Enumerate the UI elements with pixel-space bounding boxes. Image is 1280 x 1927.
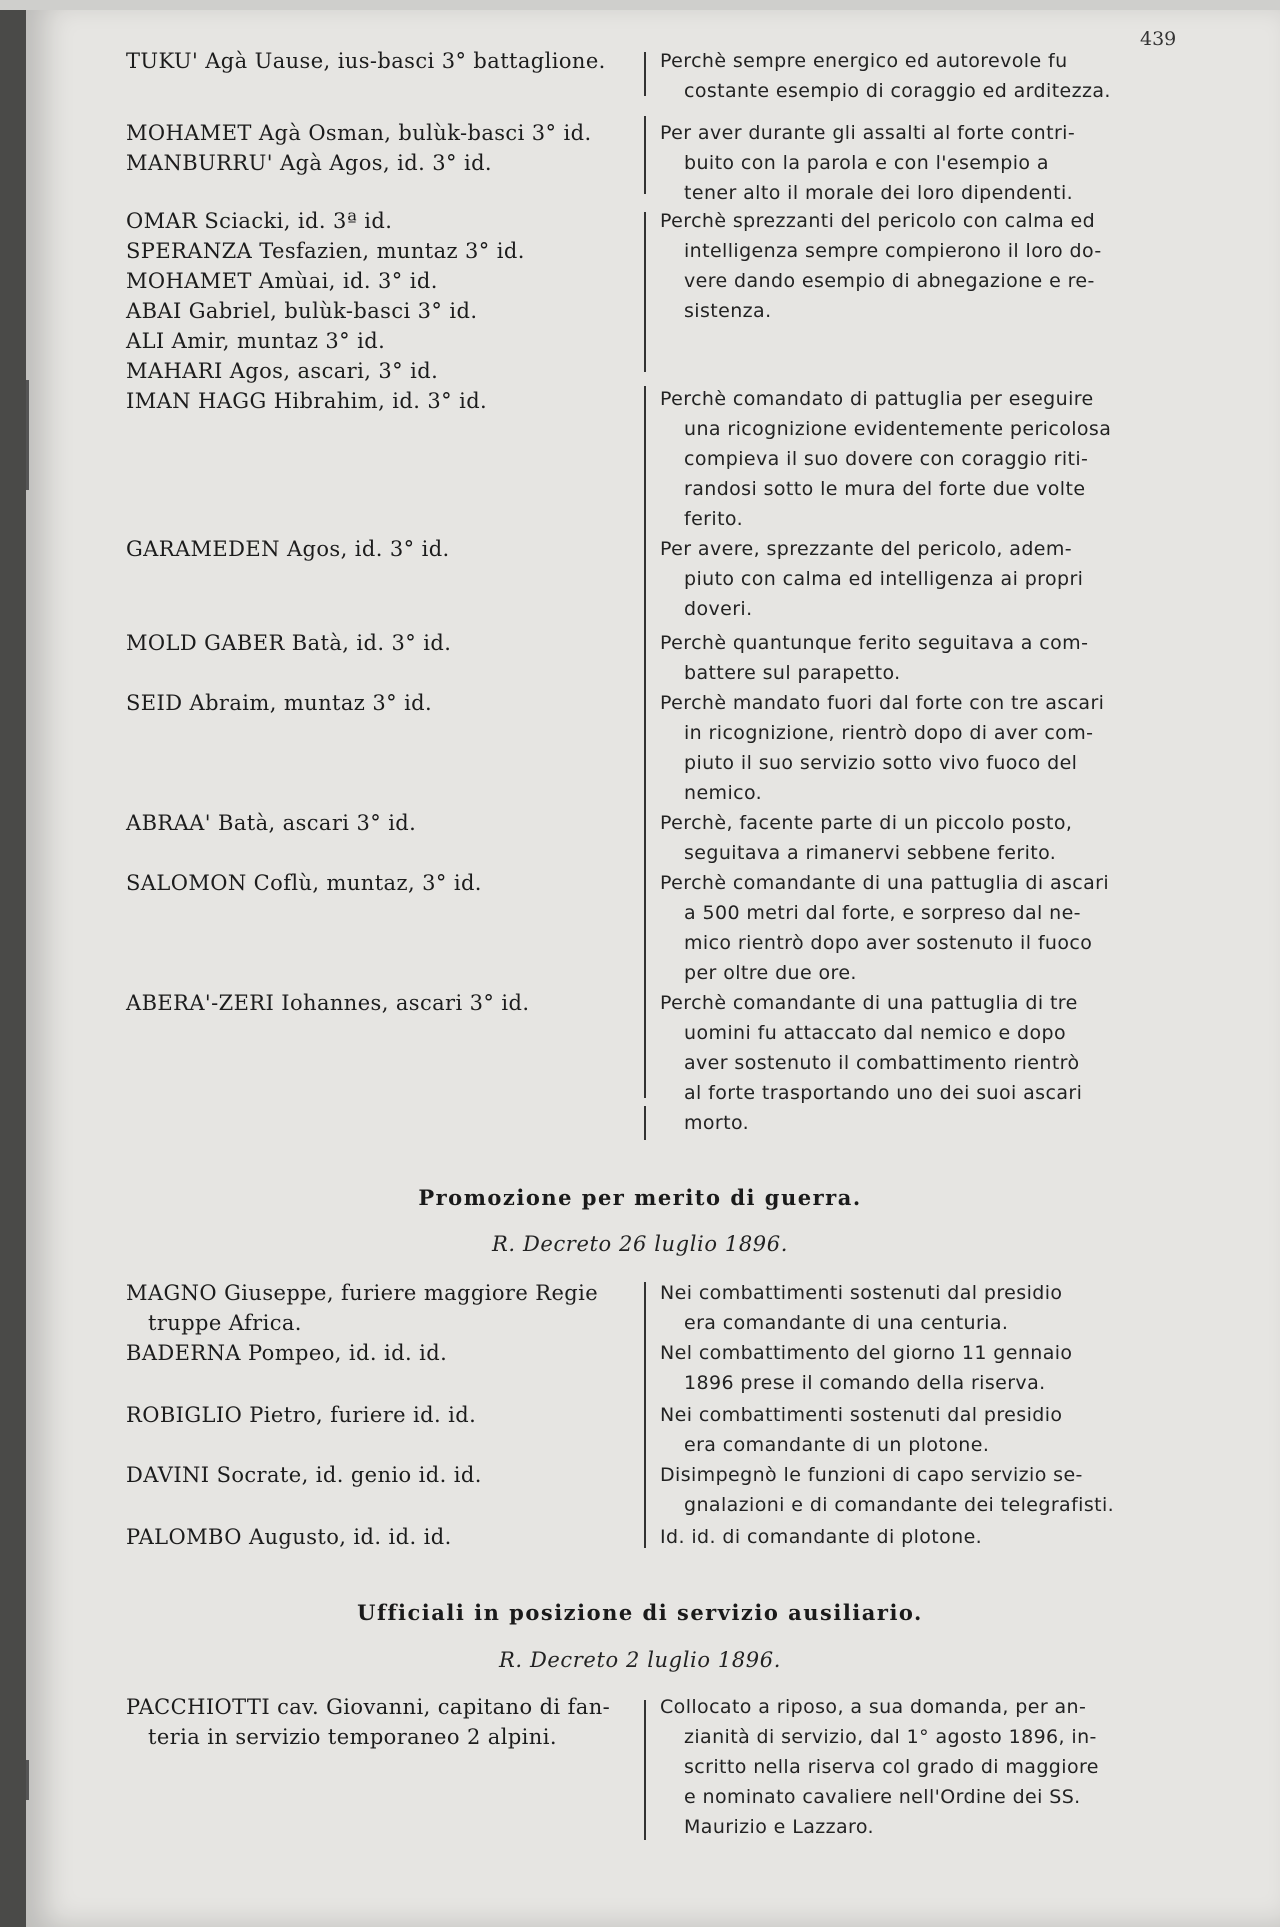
citation-text [660, 118, 1160, 208]
citation-text [660, 868, 1160, 988]
citation-text [660, 628, 1160, 688]
column-rule [644, 1700, 646, 1840]
recipient-names [126, 1460, 646, 1490]
section-title: Promozione per merito di guerra. [418, 1185, 862, 1210]
recipient-names [126, 206, 646, 416]
citation-text [660, 808, 1160, 868]
recipient-names [126, 118, 646, 178]
section-title: Ufficiali in posizione di servizio ausiliario. [357, 1600, 923, 1625]
recipient-names [126, 868, 646, 898]
citation-text [660, 1338, 1160, 1398]
recipient-name: MOHAMET Agà Osman, bulùk-basci 3° id. [126, 121, 592, 145]
section-decree: R. Decreto 2 luglio 1896. [498, 1648, 781, 1672]
column-rule [644, 1282, 646, 1548]
column-rule [644, 52, 646, 96]
citation-line: seguitava a rimanervi sebbene ferito. [684, 842, 1057, 864]
citation-line: randosi sotto le mura del forte due volte [684, 478, 1086, 500]
column-rule [644, 1106, 646, 1140]
citation-line: doveri. [684, 598, 753, 620]
citation-line: uomini fu attaccato dal nemico e dopo [684, 1022, 1066, 1044]
column-rule [644, 386, 646, 1098]
recipient-name: ABRAA' Batà, ascari 3° id. [126, 811, 417, 835]
citation-line: Nei combattimenti sostenuti dal presidio [660, 1404, 1063, 1426]
citation-line: ferito. [684, 508, 744, 530]
recipient-name: BADERNA Pompeo, id. id. id. [126, 1341, 448, 1365]
citation-line: nemico. [684, 782, 763, 804]
section-decree: R. Decreto 26 luglio 1896. [492, 1232, 788, 1256]
citation-line: per oltre due ore. [684, 962, 857, 984]
column-rule [644, 212, 646, 372]
citation-line: 1896 prese il comando della riserva. [684, 1372, 1046, 1394]
citation-line: Perchè sprezzanti del pericolo con calma ed [660, 210, 1096, 232]
citation-line: mico rientrò dopo aver sostenuto il fuoco [684, 932, 1093, 954]
recipient-name: PACCHIOTTI cav. Giovanni, capitano di fan- [126, 1695, 611, 1719]
citation-text [660, 988, 1160, 1138]
citation-line: vere dando esempio di abnegazione e re- [684, 270, 1095, 292]
citation-line: Perchè quantunque ferito seguitava a com- [660, 632, 1089, 654]
citation-line: Nei combattimenti sostenuti dal presidio [660, 1282, 1063, 1304]
recipient-names [126, 534, 646, 564]
recipient-name: ABERA'-ZERI Iohannes, ascari 3° id. [126, 991, 530, 1015]
citation-line: gnalazioni e di comandante dei telegrafisti. [684, 1494, 1115, 1516]
recipient-name: PALOMBO Augusto, id. id. id. [126, 1525, 452, 1549]
recipient-name: MOLD GABER Batà, id. 3° id. [126, 631, 452, 655]
citation-line: Collocato a riposo, a sua domanda, per an- [660, 1696, 1087, 1718]
citation-line: al forte trasportando uno dei suoi ascari [684, 1082, 1083, 1104]
citation-line: e nominato cavaliere nell'Ordine dei SS. [684, 1786, 1081, 1808]
citation-line: Maurizio e Lazzaro. [684, 1816, 874, 1838]
recipient-name: SALOMON Coflù, muntaz, 3° id. [126, 871, 482, 895]
recipient-names [126, 1278, 646, 1338]
citation-line: Per avere, sprezzante del pericolo, adem- [660, 538, 1073, 560]
citation-line: in ricognizione, rientrò dopo di aver com- [684, 722, 1094, 744]
citation-line: piuto il suo servizio sotto vivo fuoco del [684, 752, 1078, 774]
recipient-name: MANBURRU' Agà Agos, id. 3° id. [126, 151, 493, 175]
citation-text [660, 1692, 1160, 1842]
citation-line: Perchè mandato fuori dal forte con tre ascari [660, 692, 1105, 714]
citation-line: zianità di servizio, dal 1° agosto 1896, in- [684, 1726, 1097, 1748]
recipient-name: ALI Amir, muntaz 3° id. [126, 329, 386, 353]
recipient-names [126, 46, 646, 76]
column-rule [644, 116, 646, 194]
citation-text [660, 46, 1160, 106]
recipient-name: TUKU' Agà Uause, ius-basci 3° battaglione. [126, 49, 606, 73]
citation-line: era comandante di una centuria. [684, 1312, 1009, 1334]
recipient-names [126, 1692, 646, 1752]
page-number: 439 [1140, 28, 1177, 50]
recipient-name: GARAMEDEN Agos, id. 3° id. [126, 537, 450, 561]
citation-line: morto. [684, 1112, 750, 1134]
citation-line: Id. id. di comandante di plotone. [660, 1526, 983, 1548]
recipient-name: teria in servizio temporaneo 2 alpini. [148, 1725, 557, 1749]
citation-text [660, 688, 1160, 808]
citation-text [660, 206, 1160, 326]
citation-line: sistenza. [684, 300, 772, 322]
recipient-names [126, 1400, 646, 1430]
recipient-names [126, 988, 646, 1018]
recipient-name: truppe Africa. [148, 1311, 302, 1335]
recipient-name: OMAR Sciacki, id. 3ª id. [126, 209, 393, 233]
citation-line: era comandante di un plotone. [684, 1434, 990, 1456]
recipient-names [126, 628, 646, 658]
citation-line: aver sostenuto il combattimento rientrò [684, 1052, 1080, 1074]
citation-line: Perchè sempre energico ed autorevole fu [660, 50, 1068, 72]
recipient-names [126, 1522, 646, 1552]
citation-line: Perchè comandato di pattuglia per eseguire [660, 388, 1094, 410]
citation-line: battere sul parapetto. [684, 662, 901, 684]
citation-line: buito con la parola e con l'esempio a [684, 152, 1049, 174]
recipient-name: SPERANZA Tesfazien, muntaz 3° id. [126, 239, 525, 263]
citation-text [660, 1400, 1160, 1460]
recipient-name: MOHAMET Amùai, id. 3° id. [126, 269, 438, 293]
citation-line: scritto nella riserva col grado di maggiore [684, 1756, 1099, 1778]
citation-line: Perchè comandante di una pattuglia di ascari [660, 872, 1110, 894]
citation-line: intelligenza sempre compierono il loro do- [684, 240, 1102, 262]
recipient-name: MAGNO Giuseppe, furiere maggiore Regie [126, 1281, 599, 1305]
citation-line: Perchè, facente parte di un piccolo posto, [660, 812, 1073, 834]
recipient-name: ROBIGLIO Pietro, furiere id. id. [126, 1403, 477, 1427]
recipient-names [126, 1338, 646, 1368]
recipient-name: SEID Abraim, muntaz 3° id. [126, 691, 433, 715]
citation-text [660, 534, 1160, 624]
citation-text [660, 384, 1160, 534]
recipient-name: ABAI Gabriel, bulùk-basci 3° id. [126, 299, 478, 323]
citation-line: una ricognizione evidentemente pericolosa [684, 418, 1112, 440]
recipient-name: DAVINI Socrate, id. genio id. id. [126, 1463, 482, 1487]
citation-line: compieva il suo dovere con coraggio riti- [684, 448, 1089, 470]
citation-line: Nel combattimento del giorno 11 gennaio [660, 1342, 1073, 1364]
citation-line: Perchè comandante di una pattuglia di tre [660, 992, 1078, 1014]
citation-text [660, 1278, 1160, 1338]
citation-text [660, 1460, 1160, 1520]
recipient-name: IMAN HAGG Hibrahim, id. 3° id. [126, 389, 488, 413]
citation-line: tener alto il morale dei loro dipendenti. [684, 182, 1074, 204]
citation-line: piuto con calma ed intelligenza ai propri [684, 568, 1084, 590]
recipient-names [126, 688, 646, 718]
citation-line: costante esempio di coraggio ed arditezza. [684, 80, 1111, 102]
recipient-names [126, 808, 646, 838]
citation-line: a 500 metri dal forte, e sorpreso dal ne- [684, 902, 1081, 924]
citation-line: Disimpegnò le funzioni di capo servizio se- [660, 1464, 1083, 1486]
citation-text [660, 1522, 1160, 1552]
citation-line: Per aver durante gli assalti al forte contri- [660, 122, 1076, 144]
recipient-name: MAHARI Agos, ascari, 3° id. [126, 359, 439, 383]
